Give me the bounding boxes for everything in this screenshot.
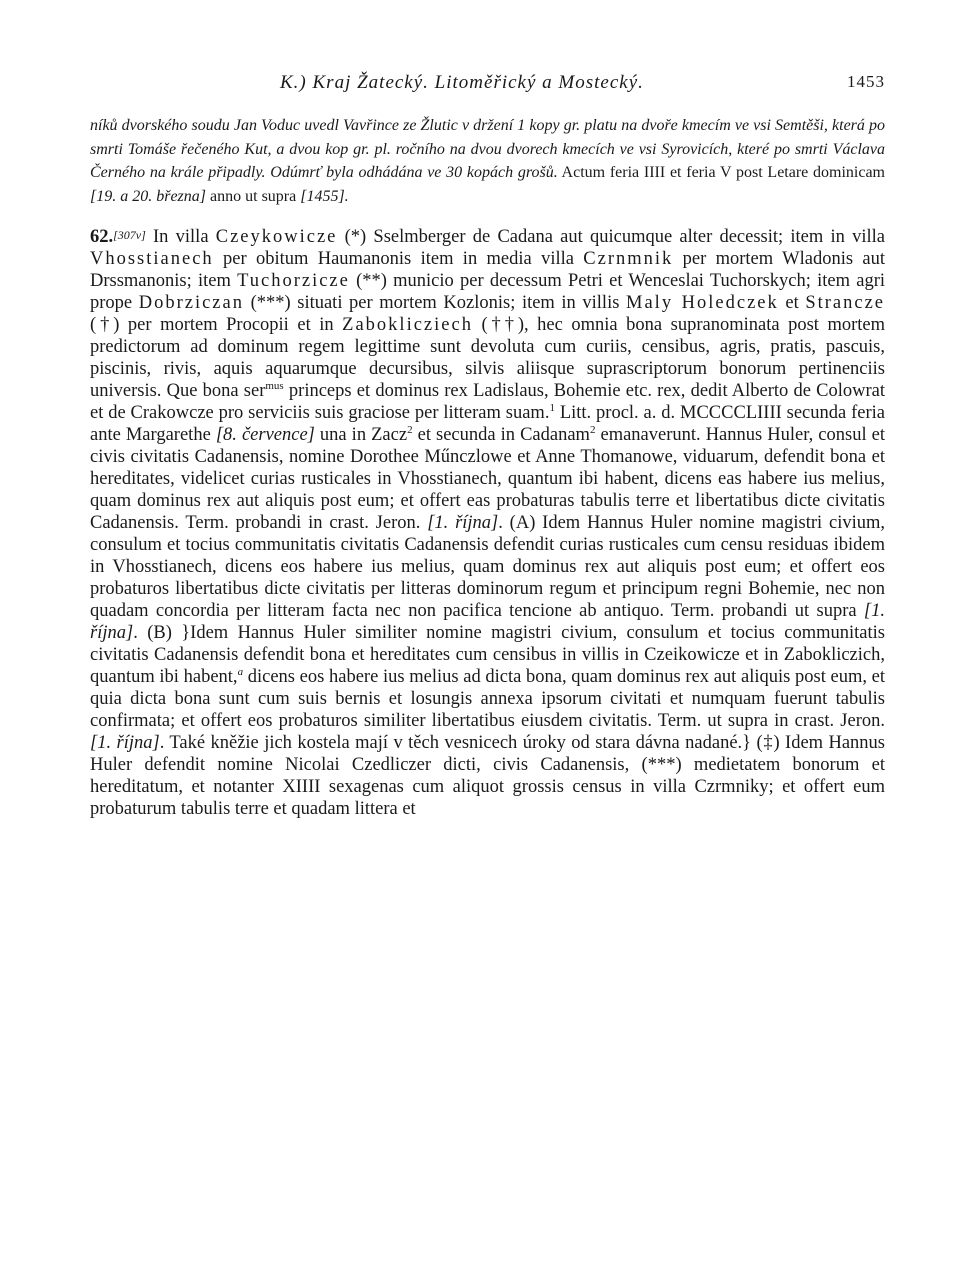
date-annotation: [8. července] xyxy=(215,425,315,445)
latin-text: anno ut supra xyxy=(206,187,301,205)
abbreviation-superscript: mus xyxy=(265,379,284,392)
czech-text: , které po smrti Václava Černého na krále připadly. Odúmrť byla odhádána ve 30 kopách grošů. xyxy=(90,140,885,181)
date-annotation: [1. října] xyxy=(90,601,885,643)
place-name: Czeykowicze xyxy=(215,227,338,247)
footnote-marker: a xyxy=(237,665,244,678)
document-page xyxy=(90,70,885,820)
footnote-marker: 2 xyxy=(407,423,413,436)
entry-text: (†) per mortem Procopii et in xyxy=(90,315,343,335)
footnote-marker: 1 xyxy=(549,401,555,414)
entry-text: (***) situati per mortem Kozlonis; item in villis xyxy=(243,293,627,313)
entry-number: 62. xyxy=(90,227,114,247)
entry-text: per obitum Haumanonis item in media villa xyxy=(213,249,584,269)
place-name: Syrovicích xyxy=(661,140,729,158)
date-annotation: [1. října] xyxy=(90,733,160,753)
entry-text: . (A) Idem Hannus Huler nomine magistri civium, consulum et tocius communitatis civitatis Cadanensis defendit curias rusticales cum censu residuas ibidem in Vhosstianech, dicens eos habere ius melius, quam dominus rex aut aliquis post eum; et offert eos probaturos libertatibus dicte civitatis per litteras dominorum regum et principum regni Bohemie, nec non quadam concordia per litteram facta nec non pacifica tencione ab antiquo. Term. probandi ut supra xyxy=(90,513,885,621)
entry-text: . Také kněžie jich kostela mají v těch vesnicech úroky od stara dávna nadané.} (‡) Idem Hannus Huler defendit nomine Nicolai Czedliczer dicti, civis Cadanensis, (***) medietatem bonorum et hereditatum, et notanter XIIII sexagenas cum aliquot grossis census in villa Czrmniky; et offert eum probaturum tabulis terre et quadam littera et xyxy=(90,733,885,819)
latin-text: Actum feria IIII et feria V post Letare dominicam xyxy=(557,164,885,181)
czech-summary-continuation xyxy=(90,114,885,208)
year-annotation: [1455]. xyxy=(300,187,349,205)
czech-text: níků dvorského soudu Jan Voduc uvedl Vavřince ze Žlutic v držení 1 kopy gr. platu na dvoře kmecím ve vsi xyxy=(90,117,776,134)
entry-text: Litt. procl. a. d. MCCCCLIIII secunda feria ante Margarethe xyxy=(90,403,885,445)
page-header xyxy=(90,70,885,110)
place-name: Dobrziczan xyxy=(138,293,244,313)
place-name: Vhosstianech xyxy=(90,249,214,269)
place-name: Strancze xyxy=(805,293,885,313)
running-head: K.) Kraj Žatecký. Litoměřický a Mostecký. xyxy=(280,72,644,93)
entry-text: (**) municio per decessum Petri et Wenceslai Tuchorskych; item agri prope xyxy=(90,271,886,313)
entry-text: dicens eos habere ius melius ad dicta bona, quam dominus rex aut aliquis post eum, et quia dicta bona sunt cum suis bernis et losungis annexa ipsorum civitati et numquam fuerunt tabulis confirmata; et offert eos probaturos similiter libertatibus eiusdem civitatis. Term. ut supra in crast. Jeron. xyxy=(90,667,885,731)
entry-text: princeps et dominus rex Ladislaus, Bohemie etc. rex, dedit Alberto de Colowrat et de Crakowcze pro serviciis suis graciose per litteram suam. xyxy=(90,381,886,423)
entry-text: et xyxy=(778,293,806,313)
folio-reference: [307v] xyxy=(113,228,146,242)
place-name: Maly Holedczek xyxy=(626,293,779,313)
entry-text: per mortem Wladonis aut Drssmanonis; item xyxy=(90,249,885,291)
entry-text: emanaverunt. Hannus Huler, consul et civis civitatis Cadanensis, nomine Dorothee Műnczlowe et Anne Thomanowe, viduarum, defendit bona et hereditates, videlicet curias rusticales in Vhosstianech, quantum ibi habent, dicens eas habere ius melius, quam dominus rex aut aliquis post eum; et offert eas probaturas tabulis terre et libertatibus dicte civitatis Cadanensis. Term. probandi in crast. Jeron. xyxy=(90,425,886,533)
entry-text: (††), hec omnia bona supranominata post mortem predictorum ad dominum regem legittime sunt devoluta cum curiis, censibus, agris, pratis, pascuis, piscinis, rivis, aquis aquarumque decursibus, silvis aliisque suprascriptorum bonorum pertinenciis universis. Que bona ser xyxy=(90,315,885,401)
place-name: Tuchorzicze xyxy=(237,271,350,291)
entry-62 xyxy=(90,224,885,820)
entry-text: una in Zacz xyxy=(314,425,408,445)
date-annotation: [19. a 20. března] xyxy=(90,187,207,205)
entry-text: In villa xyxy=(145,227,216,247)
place-name: Semtěši xyxy=(775,117,824,134)
date-annotation: [1. října] xyxy=(427,513,499,533)
entry-text: (*) Sselmberger de Cadana aut quicumque alter decessit; item in villa xyxy=(337,227,885,247)
entry-text: . (B) }Idem Hannus Huler similiter nomine magistri civium, consulum et tocius communitatis civitatis Cadanensis defendit bona et hereditates cum censibus in villis in Czeikowicze et in Zabokliczich, quantum ibi habent, xyxy=(90,623,885,687)
czech-text: , která po smrti Tomáše řečeného Kut, a dvou kop gr. pl. ročního na dvou dvorech kmecích ve vsi xyxy=(90,117,886,158)
footnote-marker: 2 xyxy=(589,423,596,436)
page-number: 1453 xyxy=(847,72,885,91)
entry-text: et secunda in Cadanam xyxy=(412,425,590,445)
place-name: Czrnmnik xyxy=(583,249,674,269)
place-name: Zaboklicziech xyxy=(342,315,473,335)
